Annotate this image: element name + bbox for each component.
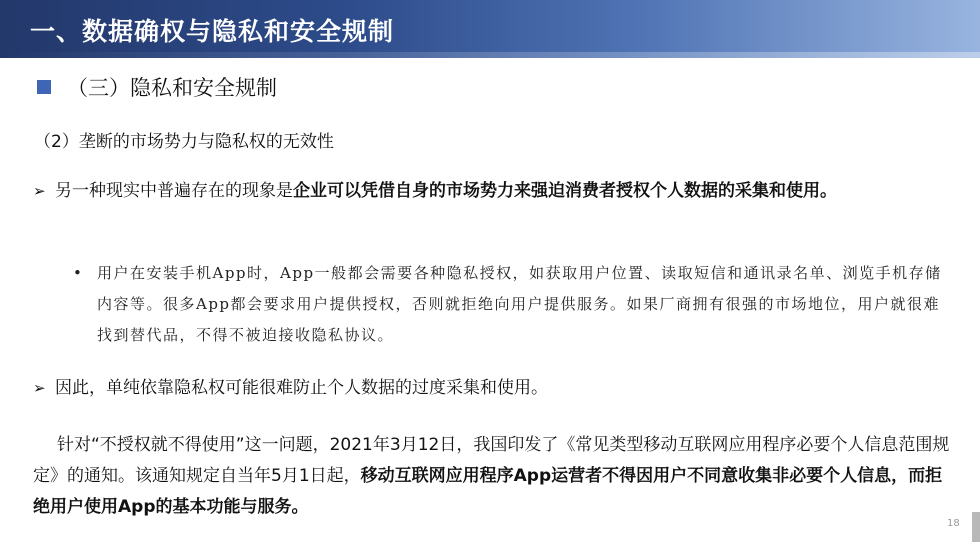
section-heading <box>37 72 277 102</box>
slide-title: 一、数据确权与隐私和安全规制 <box>30 17 395 46</box>
dot-bullet-icon: • <box>73 264 82 282</box>
dot-item-text: 用户在安装手机App时，App一般都会需要各种隐私授权，如获取用户位置、读取短信和通讯录名单、浏览手机存储内容等。很多App都会要求用户提供授权，否则就拒绝向用户提供服务。如果厂商拥有很强的市场地位，用户就很难找到替代品，不得不被迫接收隐私协议。 <box>97 264 942 344</box>
page-number-bar <box>972 512 980 542</box>
arrow-bullet-icon: ➢ <box>33 379 46 397</box>
bullet-point-1 <box>33 176 958 206</box>
bullet-bold-text: 企业可以凭借自身的市场势力来强迫消费者授权个人数据的采集和使用。 <box>293 181 837 201</box>
bullet-text: 因此，单纯依靠隐私权可能很难防止个人数据的过度采集和使用。 <box>55 378 548 398</box>
page-number: 18 <box>947 518 960 529</box>
paragraph-normal-text: 针对“不授权就不得使用”这一问题，2021年3月12日，我国印发了《常见类型移动互联网应用程序必要个人信息范围规定》的通知。该通知规定自当年5月1日起， <box>33 435 950 486</box>
subsection-title: （2）垄断的市场势力与隐私权的无效性 <box>34 132 334 152</box>
arrow-bullet-icon: ➢ <box>33 182 46 200</box>
bullet-normal-text: 另一种现实中普遍存在的现象是 <box>55 181 293 201</box>
paragraph-bold-text: 移动互联网应用程序App运营者不得因用户不同意收集非必要个人信息，而拒绝用户使用App的基本功能与服务。 <box>33 466 943 517</box>
dot-list-item <box>73 258 953 351</box>
body-paragraph <box>33 430 953 523</box>
title-banner <box>0 0 980 58</box>
bullet-point-2 <box>33 373 958 403</box>
section-title: （三）隐私和安全规制 <box>67 76 277 100</box>
square-bullet-icon <box>37 80 51 94</box>
bullet-text <box>55 176 958 206</box>
